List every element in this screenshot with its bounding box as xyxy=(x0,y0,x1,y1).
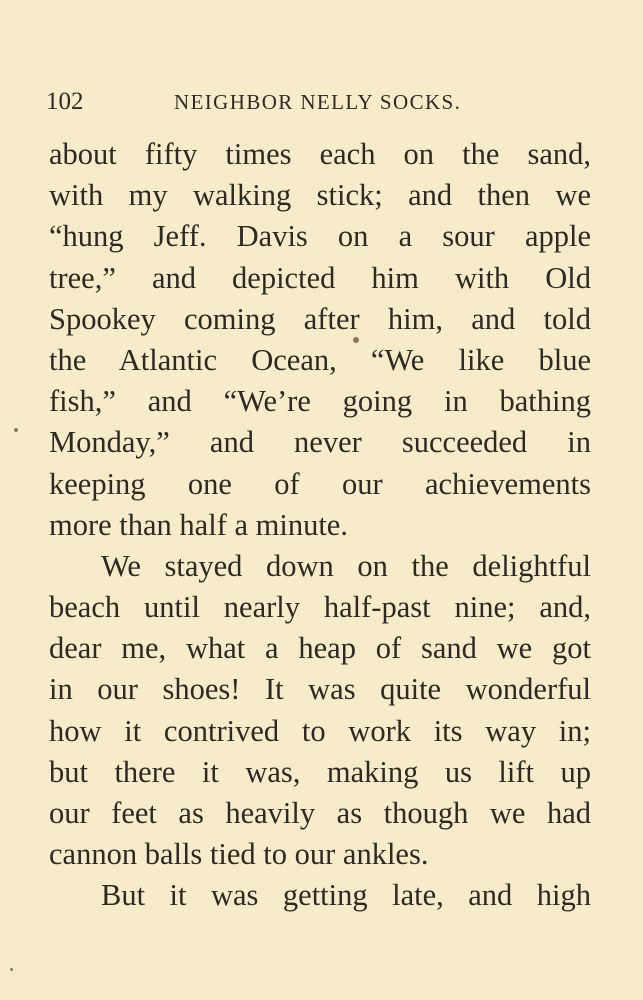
paragraph-end-line: more than half a minute. xyxy=(49,507,348,542)
page-number: 102 xyxy=(46,88,84,115)
text-line: but there it was, making us lift up xyxy=(49,754,591,789)
text-line: Monday,” and never succeeded in xyxy=(49,425,591,460)
paragraph-start-line: But it was getting late, and high xyxy=(101,878,591,913)
text-line: Spookey coming after him, and told xyxy=(49,301,591,336)
paragraph-start-line: We stayed down on the delightful xyxy=(101,548,591,583)
text-line: dear me, what a heap of sand we got xyxy=(49,631,591,666)
text-line: with my walking stick; and then we xyxy=(49,178,591,213)
text-line: fish,” and “We’re going in bathing xyxy=(49,384,591,419)
running-head: NEIGHBOR NELLY SOCKS. xyxy=(174,90,462,114)
paper-speck xyxy=(353,337,359,343)
page-header xyxy=(46,84,596,120)
text-line: about fifty times each on the sand, xyxy=(49,137,591,171)
paragraph-end-line: cannon balls tied to our ankles. xyxy=(49,837,429,872)
text-line: the Atlantic Ocean, “We like blue xyxy=(49,342,591,377)
text-line: keeping one of our achievements xyxy=(49,466,591,501)
text-line: beach until nearly half-past nine; and, xyxy=(49,590,591,625)
text-line: in our shoes! It was quite wonderful xyxy=(49,672,591,707)
paper-speck xyxy=(14,428,18,432)
text-line: how it contrived to work its way in; xyxy=(49,713,591,748)
body-text xyxy=(49,134,591,917)
paper-speck xyxy=(10,968,13,971)
text-line: tree,” and depicted him with Old xyxy=(49,260,591,295)
text-line: our feet as heavily as though we had xyxy=(49,796,591,830)
text-line: “hung Jeff. Davis on a sour apple xyxy=(49,219,591,254)
